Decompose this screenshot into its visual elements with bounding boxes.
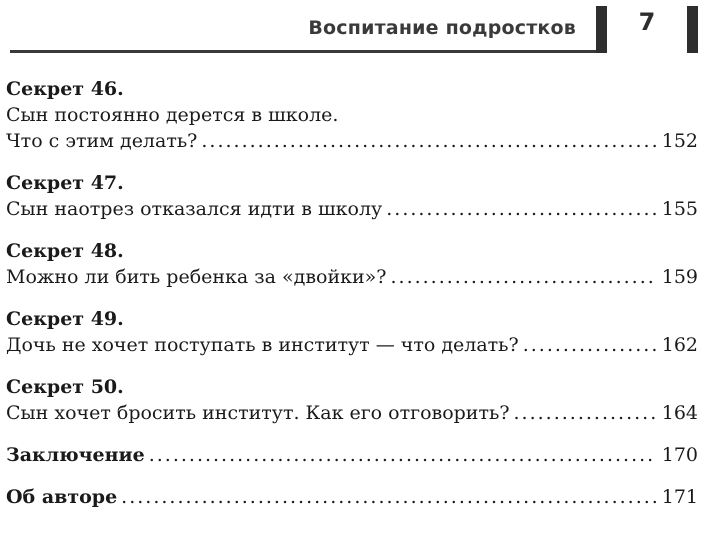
toc-page-number: 171	[661, 486, 698, 508]
toc-entry-line	[6, 332, 698, 358]
toc-entry-text: Заключение	[6, 444, 145, 466]
toc-entry-secret-48	[6, 238, 698, 290]
toc-entry-line	[6, 128, 698, 154]
toc-page-number: 170	[661, 444, 698, 466]
toc-entry-text: Сын наотрез отказался идти в школу	[6, 198, 383, 220]
toc-entry-line	[6, 196, 698, 222]
page-number-bar-right	[687, 6, 698, 53]
toc-entry-secret-47	[6, 170, 698, 222]
toc-entry-text: Что с этим делать?	[6, 130, 198, 152]
toc-page-number: 164	[661, 402, 698, 424]
header-rule	[10, 50, 602, 53]
toc-entry-heading: Секрет 48.	[6, 240, 124, 262]
toc-page-number: 162	[661, 334, 698, 356]
toc-entry-text: Сын хочет бросить институт. Как его отговорить?	[6, 402, 510, 424]
toc-entry-secret-49	[6, 306, 698, 358]
dot-leader	[514, 400, 656, 426]
toc-entry-line	[6, 442, 698, 468]
table-of-contents	[6, 76, 698, 526]
toc-entry-secret-46	[6, 76, 698, 154]
toc-entry-text: Сын постоянно дерется в школе.	[6, 104, 339, 126]
toc-entry-line	[6, 400, 698, 426]
dot-leader	[523, 332, 656, 358]
toc-entry-heading: Секрет 50.	[6, 376, 124, 398]
toc-page-number: 155	[661, 198, 698, 220]
toc-entry-line	[6, 264, 698, 290]
page-number: 7	[638, 8, 656, 36]
dot-leader	[121, 484, 656, 510]
page-header	[0, 0, 704, 60]
toc-entry-about-author	[6, 484, 698, 510]
toc-entry-heading: Секрет 46.	[6, 78, 124, 100]
toc-page-number: 152	[661, 130, 698, 152]
dot-leader	[149, 442, 656, 468]
running-title: Воспитание подростков	[308, 17, 576, 39]
dot-leader	[386, 196, 656, 222]
page-number-bar-left	[596, 6, 607, 53]
dot-leader	[201, 128, 655, 154]
toc-entry-text: Дочь не хочет поступать в институт — что делать?	[6, 334, 519, 356]
toc-entry-line	[6, 484, 698, 510]
dot-leader	[390, 264, 655, 290]
toc-entry-secret-50	[6, 374, 698, 426]
toc-page-number: 159	[661, 266, 698, 288]
toc-entry-conclusion	[6, 442, 698, 468]
toc-entry-text: Можно ли бить ребенка за «двойки»?	[6, 266, 387, 288]
toc-entry-text: Об авторе	[6, 486, 118, 508]
toc-entry-heading: Секрет 49.	[6, 308, 124, 330]
toc-entry-heading: Секрет 47.	[6, 172, 124, 194]
